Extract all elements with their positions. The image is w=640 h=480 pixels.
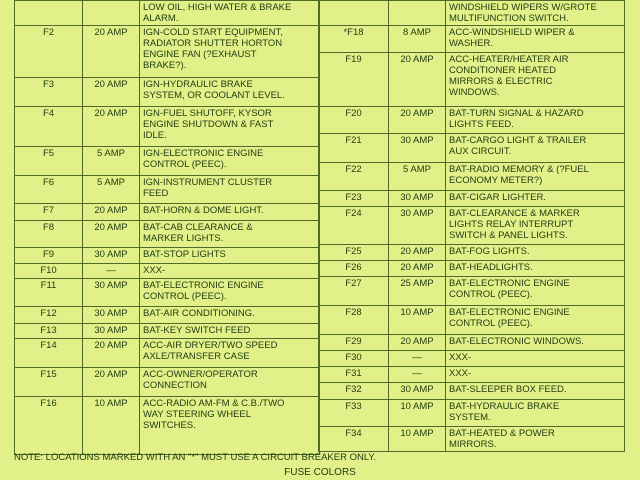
- fuse-row: [15, 26, 320, 78]
- fuse-number: F20: [319, 107, 389, 134]
- fuse-number: F13: [15, 324, 83, 339]
- fuse-row: [319, 207, 625, 245]
- fuse-row: [15, 397, 320, 455]
- fuse-row: [15, 307, 320, 324]
- fuse-amperage: 20 AMP: [83, 221, 140, 248]
- fuse-row: [319, 134, 625, 163]
- fuse-amperage: 5 AMP: [83, 176, 140, 204]
- fuse-circuit-description: BAT-RADIO MEMORY & (?FUEL ECONOMY METER?): [446, 163, 625, 191]
- fuse-row: [15, 264, 320, 279]
- fuse-amperage: 5 AMP: [389, 163, 446, 191]
- fuse-table-right: [318, 0, 625, 452]
- fuse-circuit-description: IGN-COLD START EQUIPMENT, RADIATOR SHUTTER HORTON ENGINE FAN (?EXHAUST BRAKE?).: [140, 26, 320, 78]
- fuse-circuit-description: ACC-AIR DRYER/TWO SPEED AXLE/TRANSFER CASE: [140, 339, 320, 368]
- fuse-circuit-description: ACC-HEATER/HEATER AIR CONDITIONER HEATED MIRRORS & ELECTRIC WINDOWS.: [446, 53, 625, 107]
- fuse-row: [15, 147, 320, 176]
- fuse-number: F19: [319, 53, 389, 107]
- fuse-circuit-description: BAT-CARGO LIGHT & TRAILER AUX CIRCUIT.: [446, 134, 625, 163]
- fuse-circuit-description: IGN-INSTRUMENT CLUSTER FEED: [140, 176, 320, 204]
- fuse-row: [319, 277, 625, 306]
- fuse-row: [319, 335, 625, 351]
- fuse-row: [319, 367, 625, 383]
- fuse-amperage: 20 AMP: [83, 26, 140, 78]
- fuse-number: F9: [15, 248, 83, 264]
- fuse-table-left-body: [15, 1, 320, 455]
- fuse-number: F14: [15, 339, 83, 368]
- fuse-amperage: 30 AMP: [83, 248, 140, 264]
- fuse-circuit-description: LOW OIL, HIGH WATER & BRAKE ALARM.: [140, 1, 320, 26]
- fuse-number: F22: [319, 163, 389, 191]
- fuse-circuit-description: BAT-FOG LIGHTS.: [446, 245, 625, 261]
- fuse-row: [319, 383, 625, 400]
- fuse-amperage: 20 AMP: [389, 335, 446, 351]
- fuse-circuit-description: BAT-CIGAR LIGHTER.: [446, 191, 625, 207]
- fuse-amperage: 5 AMP: [83, 147, 140, 176]
- fuse-circuit-description: BAT-HORN & DOME LIGHT.: [140, 204, 320, 221]
- fuse-circuit-description: XXX-: [140, 264, 320, 279]
- fuse-circuit-description: ACC-OWNER/OPERATOR CONNECTION: [140, 368, 320, 397]
- fuse-circuit-description: BAT-STOP LIGHTS: [140, 248, 320, 264]
- fuse-number: F23: [319, 191, 389, 207]
- fuse-amperage: 25 AMP: [389, 277, 446, 306]
- fuse-amperage: 20 AMP: [389, 261, 446, 277]
- fuse-row: [319, 427, 625, 452]
- fuse-row: [15, 248, 320, 264]
- fuse-amperage: 10 AMP: [83, 397, 140, 455]
- fuse-circuit-description: BAT-HEADLIGHTS.: [446, 261, 625, 277]
- fuse-row: [319, 107, 625, 134]
- fuse-number: F2: [15, 26, 83, 78]
- fuse-amperage: 30 AMP: [83, 307, 140, 324]
- fuse-row: [319, 1, 625, 26]
- fuse-circuit-description: ACC-WINDSHIELD WIPER & WASHER.: [446, 26, 625, 53]
- fuse-amperage: 20 AMP: [389, 245, 446, 261]
- fuse-number: F16: [15, 397, 83, 455]
- fuse-number: F25: [319, 245, 389, 261]
- fuse-number: F27: [319, 277, 389, 306]
- fuse-row: [15, 339, 320, 368]
- fuse-row: [15, 176, 320, 204]
- fuse-amperage: 10 AMP: [389, 427, 446, 452]
- fuse-row: [15, 107, 320, 147]
- fuse-number: F28: [319, 306, 389, 335]
- fuse-number: F4: [15, 107, 83, 147]
- fuse-amperage: 20 AMP: [83, 78, 140, 107]
- fuse-circuit-description: WINDSHIELD WIPERS W/GROTE MULTIFUNCTION SWITCH.: [446, 1, 625, 26]
- fuse-circuit-description: BAT-ELECTRONIC ENGINE CONTROL (PEEC).: [446, 277, 625, 306]
- fuse-row: [319, 191, 625, 207]
- fuse-amperage: 10 AMP: [389, 306, 446, 335]
- fuse-number: F33: [319, 400, 389, 427]
- fuse-circuit-description: BAT-CAB CLEARANCE & MARKER LIGHTS.: [140, 221, 320, 248]
- fuse-amperage: 10 AMP: [389, 400, 446, 427]
- fuse-amperage: 30 AMP: [389, 207, 446, 245]
- fuse-amperage: 20 AMP: [83, 107, 140, 147]
- fuse-amperage: 30 AMP: [83, 324, 140, 339]
- fuse-number: F10: [15, 264, 83, 279]
- fuse-row: [319, 400, 625, 427]
- fuse-row: [15, 204, 320, 221]
- fuse-number: F3: [15, 78, 83, 107]
- fuse-number: F26: [319, 261, 389, 277]
- fuse-amperage: —: [389, 351, 446, 367]
- fuse-row: [319, 53, 625, 107]
- fuse-amperage: 20 AMP: [389, 53, 446, 107]
- fuse-amperage: —: [83, 264, 140, 279]
- fuse-amperage: 30 AMP: [389, 134, 446, 163]
- fuse-circuit-description: BAT-ELECTRONIC ENGINE CONTROL (PEEC).: [446, 306, 625, 335]
- fuse-amperage: 20 AMP: [83, 368, 140, 397]
- fuse-row: [319, 306, 625, 335]
- fuse-circuit-description: BAT-HYDRAULIC BRAKE SYSTEM.: [446, 400, 625, 427]
- fuse-row: [15, 221, 320, 248]
- fuse-amperage: 20 AMP: [83, 339, 140, 368]
- fuse-number: F24: [319, 207, 389, 245]
- fuse-table-right-body: [319, 1, 625, 452]
- fuse-row: [319, 163, 625, 191]
- fuse-circuit-description: BAT-ELECTRONIC WINDOWS.: [446, 335, 625, 351]
- fuse-number: *F18: [319, 26, 389, 53]
- fuse-amperage: 20 AMP: [389, 107, 446, 134]
- fuse-amperage: [389, 1, 446, 26]
- fuse-circuit-description: XXX-: [446, 351, 625, 367]
- fuse-amperage: 30 AMP: [83, 279, 140, 307]
- fuse-number: F7: [15, 204, 83, 221]
- fuse-circuit-description: IGN-HYDRAULIC BRAKE SYSTEM, OR COOLANT LEVEL.: [140, 78, 320, 107]
- fuse-number: F21: [319, 134, 389, 163]
- fuse-row: [319, 351, 625, 367]
- fuse-number: F15: [15, 368, 83, 397]
- fuse-circuit-description: XXX-: [446, 367, 625, 383]
- fuse-row: [15, 324, 320, 339]
- fuse-number: F6: [15, 176, 83, 204]
- fuse-colors-heading: FUSE COLORS: [284, 467, 356, 478]
- fuse-number: F11: [15, 279, 83, 307]
- fuse-circuit-description: IGN-FUEL SHUTOFF, KYSOR ENGINE SHUTDOWN & FAST IDLE.: [140, 107, 320, 147]
- fuse-amperage: 30 AMP: [389, 383, 446, 400]
- fuse-number: F29: [319, 335, 389, 351]
- fuse-amperage: —: [389, 367, 446, 383]
- fuse-number: F5: [15, 147, 83, 176]
- fuse-number: F31: [319, 367, 389, 383]
- fuse-circuit-description: BAT-TURN SIGNAL & HAZARD LIGHTS FEED.: [446, 107, 625, 134]
- fuse-circuit-description: ACC-RADIO AM-FM & C.B./TWO WAY STEERING WHEEL SWITCHES.: [140, 397, 320, 455]
- circuit-breaker-note: NOTE: LOCATIONS MARKED WITH AN "*" MUST USE A CIRCUIT BREAKER ONLY.: [14, 452, 377, 463]
- fuse-circuit-description: BAT-AIR CONDITIONING.: [140, 307, 320, 324]
- fuse-number: F30: [319, 351, 389, 367]
- fuse-circuit-description: BAT-HEATED & POWER MIRRORS.: [446, 427, 625, 452]
- fuse-row: [319, 26, 625, 53]
- fuse-number: F34: [319, 427, 389, 452]
- fuse-circuit-description: IGN-ELECTRONIC ENGINE CONTROL (PEEC).: [140, 147, 320, 176]
- fuse-row: [15, 1, 320, 26]
- fuse-amperage: 8 AMP: [389, 26, 446, 53]
- fuse-amperage: 30 AMP: [389, 191, 446, 207]
- fuse-row: [15, 279, 320, 307]
- fuse-circuit-description: BAT-KEY SWITCH FEED: [140, 324, 320, 339]
- fuse-number: F32: [319, 383, 389, 400]
- fuse-circuit-description: BAT-CLEARANCE & MARKER LIGHTS RELAY INTERRUPT SWITCH & PANEL LIGHTS.: [446, 207, 625, 245]
- fuse-number: F12: [15, 307, 83, 324]
- fuse-number: [319, 1, 389, 26]
- fuse-amperage: [83, 1, 140, 26]
- fuse-circuit-description: BAT-SLEEPER BOX FEED.: [446, 383, 625, 400]
- fuse-circuit-description: BAT-ELECTRONIC ENGINE CONTROL (PEEC).: [140, 279, 320, 307]
- fuse-table-left: [14, 0, 320, 455]
- fuse-number: F8: [15, 221, 83, 248]
- fuse-row: [319, 261, 625, 277]
- fuse-amperage: 20 AMP: [83, 204, 140, 221]
- fuse-row: [15, 368, 320, 397]
- fuse-row: [319, 245, 625, 261]
- fuse-row: [15, 78, 320, 107]
- fuse-number: [15, 1, 83, 26]
